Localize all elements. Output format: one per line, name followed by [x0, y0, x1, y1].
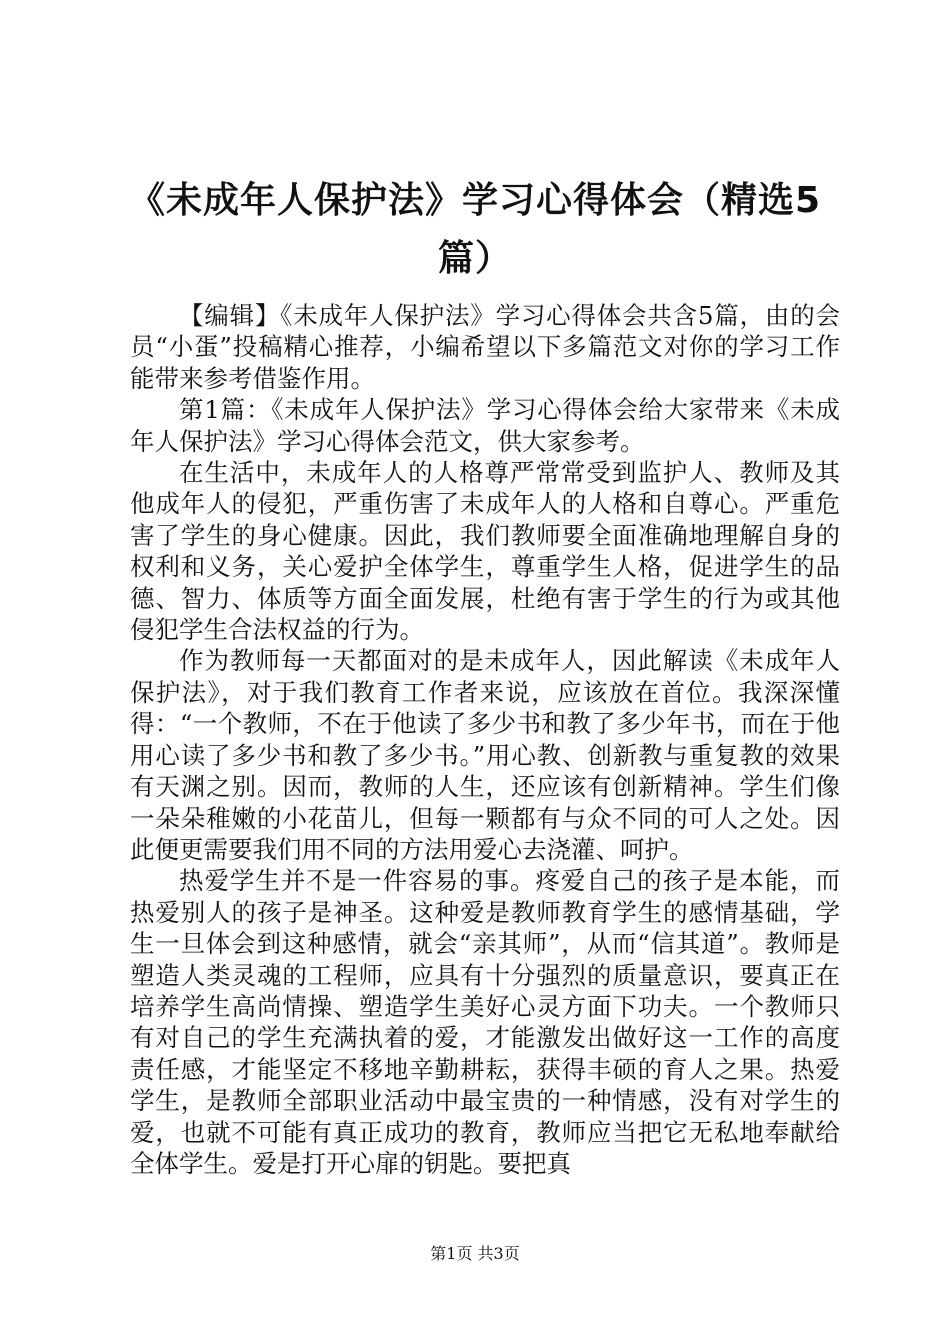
- page-number: 第1页 共3页: [430, 1244, 520, 1263]
- paragraph: 作为教师每一天都面对的是未成年人，因此解读《未成年人保护法》，对于我们教育工作者来说，应该放在首位。我深深懂得：“一个教师，不在于他读了多少书和教了多少年书，而在于他用心读了多少书和教了多少书。”用心教、创新教与重复教的效果有天渊之别。因而，教师的人生，还应该有创新精神。学生们像一朵朵稚嫩的小花苗儿，但每一颗都有与众不同的可人之处。因此便更需要我们用不同的方法用爱心去浇灌、呵护。: [130, 646, 840, 864]
- document-title: 《未成年人保护法》学习心得体会（精选5篇）: [128, 180, 822, 279]
- paragraph-intro: 【编辑】《未成年人保护法》学习心得体会共含5篇，由的会员“小蛋”投稿精心推荐，小编希望以下多篇范文对你的学习工作能带来参考借鉴作用。: [130, 301, 840, 393]
- paragraph-part-1-heading: 第1篇：《未成年人保护法》学习心得体会给大家带来《未成年人保护法》学习心得体会范文，供大家参考。: [130, 395, 840, 456]
- document-body: [130, 300, 840, 1179]
- paragraph: 热爱学生并不是一件容易的事。疼爱自己的孩子是本能，而热爱别人的孩子是神圣。这种爱是教师教育学生的感情基础，学生一旦体会到这种感情，就会“亲其师”，从而“信其道”。教师是塑造人类灵魂的工程师，应具有十分强烈的质量意识，要真正在培养学生高尚情操、塑造学生美好心灵方面下功夫。一个教师只有对自己的学生充满执着的爱，才能激发出做好这一工作的高度责任感，才能坚定不移地辛勤耕耘，获得丰硕的育人之果。热爱学生，是教师全部职业活动中最宝贵的一种情感，没有对学生的爱，也就不可能有真正成功的教育，教师应当把它无私地奉献给全体学生。爱是打开心扉的钥匙。要把真: [130, 866, 840, 1178]
- paragraph: 在生活中，未成年人的人格尊严常常受到监护人、教师及其他成年人的侵犯，严重伤害了未成年人的人格和自尊心。严重危害了学生的身心健康。因此，我们教师要全面准确地理解自身的权利和义务，关心爱护全体学生，尊重学生人格，促进学生的品德、智力、体质等方面全面发展，杜绝有害于学生的行为或其他侵犯学生合法权益的行为。: [130, 458, 840, 645]
